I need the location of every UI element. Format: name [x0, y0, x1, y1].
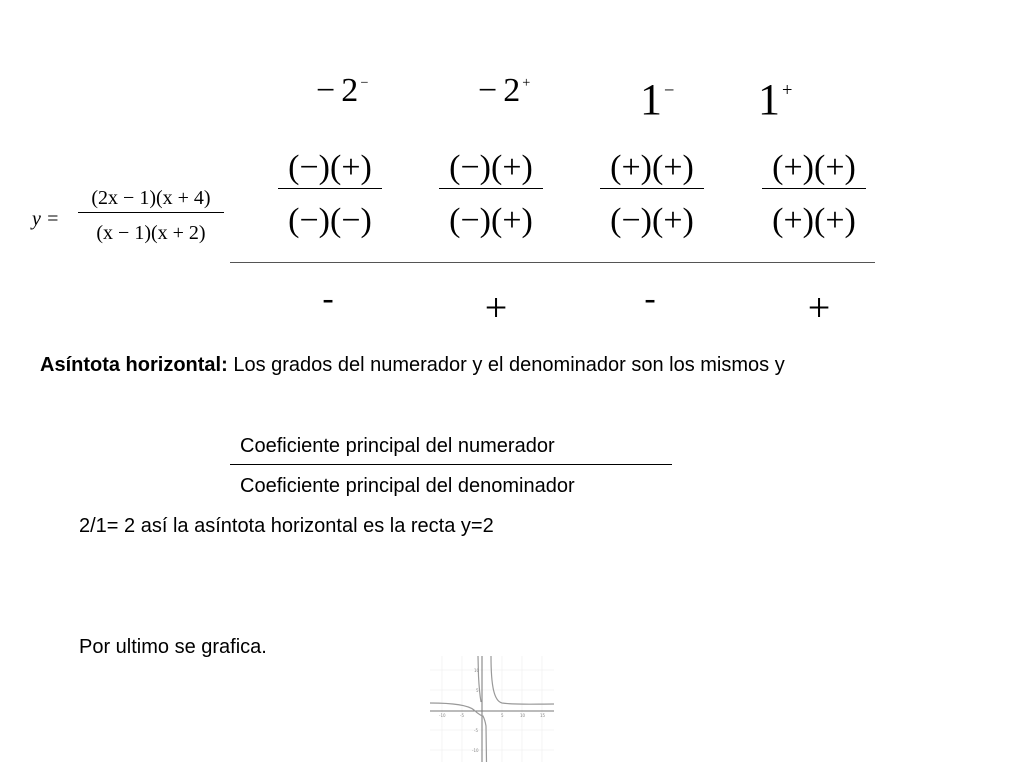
critical-point-3	[640, 74, 674, 125]
formula-fraction	[78, 184, 224, 247]
y-tick-label: 5	[476, 688, 479, 693]
sign-numerator: (−)(+)	[288, 149, 372, 186]
critical-point-side: −	[360, 74, 369, 91]
sign-numerator: (+)(+)	[772, 149, 856, 186]
fraction-bar	[230, 464, 672, 465]
sign-fraction-4	[762, 148, 866, 241]
x-tick-label: 10	[520, 713, 526, 718]
fraction-bar	[762, 188, 866, 189]
sign-fraction-2	[439, 148, 543, 241]
asymptote-text: Los grados del numerador y el denominador son los mismos y	[227, 354, 785, 376]
coefficient-numerator: Coeficiente principal del numerador	[240, 435, 555, 457]
y-tick-label: -5	[474, 728, 478, 733]
x-tick-label: 15	[540, 713, 546, 718]
asymptote-heading: Asíntota horizontal:	[40, 354, 228, 376]
critical-point-2	[478, 72, 530, 110]
asymptote-paragraph	[40, 350, 820, 381]
function-graph	[430, 656, 554, 762]
sign-fraction-3	[600, 148, 704, 241]
fraction-bar	[439, 188, 543, 189]
critical-point-value: 1	[640, 75, 662, 124]
sign-result-1: -	[322, 280, 334, 317]
asymptote-result: 2/1= 2 así la asíntota horizontal es la recta y=2	[79, 515, 494, 537]
coefficient-denominator: Coeficiente principal del denominador	[240, 475, 575, 497]
sign-numerator: (+)(+)	[610, 149, 694, 186]
sign-table-rule	[230, 262, 875, 263]
critical-point-4	[758, 74, 792, 125]
y-tick-label: -10	[472, 748, 479, 753]
x-tick-label: -10	[439, 713, 446, 718]
sign-result-4: +	[807, 285, 831, 330]
y-tick-label: 10	[474, 668, 480, 673]
critical-point-side: +	[782, 79, 793, 100]
sign-denominator: (−)(−)	[288, 202, 372, 239]
critical-point-sign: −	[478, 72, 498, 109]
sign-denominator: (−)(+)	[610, 202, 694, 239]
critical-point-value: 2	[341, 72, 359, 109]
critical-point-value: 1	[758, 75, 780, 124]
formula-lhs: y =	[32, 208, 60, 230]
critical-point-side: +	[522, 74, 531, 91]
sign-numerator: (−)(+)	[449, 149, 533, 186]
critical-point-1	[316, 72, 368, 110]
critical-point-value: 2	[503, 72, 521, 109]
sign-denominator: (−)(+)	[449, 202, 533, 239]
x-tick-label: -5	[460, 713, 464, 718]
sign-result-3: -	[644, 280, 656, 317]
fraction-bar	[278, 188, 382, 189]
sign-denominator: (+)(+)	[772, 202, 856, 239]
sign-fraction-1	[278, 148, 382, 241]
critical-point-side: −	[664, 79, 675, 100]
formula-numerator: (2x − 1)(x + 4)	[91, 187, 211, 209]
x-tick-label: 5	[501, 713, 504, 718]
coefficient-fraction	[230, 431, 672, 501]
formula-denominator: (x − 1)(x + 2)	[96, 222, 206, 244]
critical-point-sign: −	[316, 72, 336, 109]
sign-result-2: +	[484, 285, 508, 330]
closing-line: Por ultimo se grafica.	[79, 636, 267, 658]
fraction-bar	[78, 212, 224, 213]
fraction-bar	[600, 188, 704, 189]
